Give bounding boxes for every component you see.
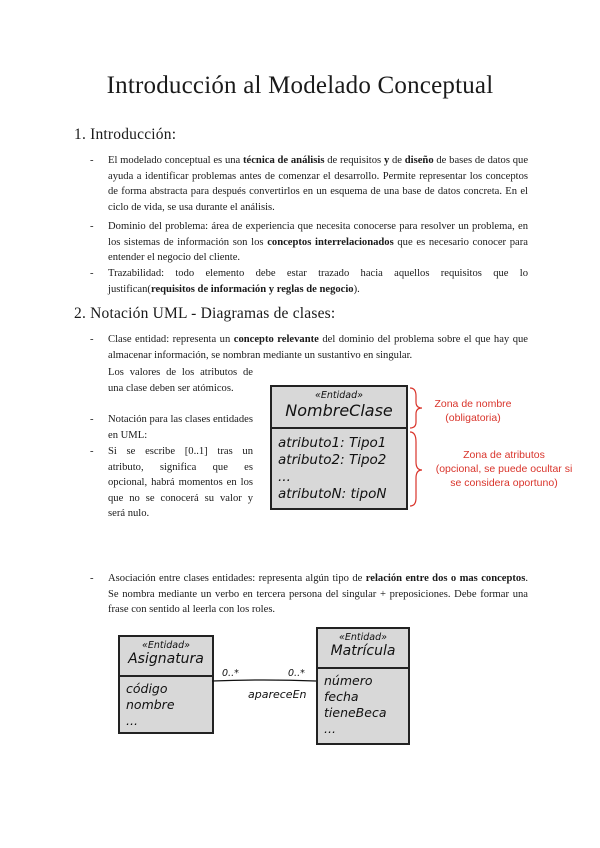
section-2-bullet-3: - Si se escribe [0..1] tras un atributo, significa que es opcional, habrá momentos en los que no se conocerá su valor y será nulo. — [108, 444, 253, 522]
association-name: apareceEn — [248, 688, 307, 701]
uml-class-name: NombreClase — [285, 401, 393, 420]
section-2-bullet-1: - Clase entidad: representa un concepto relevante del dominio del problema sobre el que hay que almacenar información, se nombran mediante un sustantivo en singular. — [108, 332, 528, 363]
uml-attribute: nombre — [126, 697, 175, 712]
uml-attribute: tieneBeca — [324, 705, 387, 720]
uml-stereotype: «Entidad» — [339, 632, 387, 643]
uml-attribute: ... — [324, 721, 336, 736]
section-2-bullet-4: - Asociación entre clases entidades: representa algún tipo de relación entre dos o mas conceptos. Se nombra mediante un verbo en tercera persona del singular + preposiciones. Debe formar una frase con sentido al leerla con los roles. — [108, 571, 528, 618]
zone-attributes-annotation: Zona de atributos (opcional, se puede ocultar si se considera oportuno) — [435, 449, 573, 489]
section-1-bullet-3: - Trazabilidad: todo elemento debe estar trazado hacia aquellos requisitos que lo justifican(requisitos de información y reglas de negocio). — [108, 266, 528, 297]
uml-class-asignatura — [118, 635, 214, 734]
uml-attribute: atributo2: Tipo2 — [278, 452, 387, 468]
section-1-bullet-1: - El modelado conceptual es una técnica de análisis de requisitos y de diseño de bases de datos que ayuda a identificar problemas antes de comenzar el desarrollo. Permite representar los conceptos de forma abstracta para después convertirlos en un esquema de una base de datos concreta. En el ciclo de vida, se usa durante el análisis. — [108, 153, 528, 215]
uml-attribute: fecha — [324, 689, 359, 704]
uml-attribute: atributo1: Tipo1 — [278, 435, 387, 451]
uml-stereotype: «Entidad» — [142, 640, 190, 651]
uml-class-name: Asignatura — [128, 651, 204, 667]
uml-class-name: Matrícula — [330, 643, 396, 659]
multiplicity-left: 0..* — [222, 668, 239, 679]
uml-attribute: número — [324, 673, 373, 688]
section-1-heading: 1. Introducción: — [74, 126, 177, 143]
uml-attribute: ... — [278, 469, 291, 485]
section-2-bullet-2: - Notación para las clases entidades en UML: — [108, 412, 253, 443]
zone-name-annotation: Zona de nombre (obligatoria) — [434, 398, 512, 424]
page-title: Introducción al Modelado Conceptual — [106, 72, 494, 99]
uml-attribute: código — [126, 681, 168, 696]
uml-stereotype: «Entidad» — [315, 390, 363, 401]
uml-class-matricula — [316, 627, 410, 745]
section-2-heading: 2. Notación UML - Diagramas de clases: — [74, 305, 336, 322]
uml-attribute: atributoN: tipoN — [278, 486, 387, 502]
multiplicity-right: 0..* — [288, 668, 305, 679]
section-1-bullet-2: - Dominio del problema: área de experiencia que necesita conocerse para resolver un problema, en los sistemas de información son los conceptos interrelacionados que es necesario conocer para entender el negocio del cliente. — [108, 219, 528, 266]
section-2-bullet-1-continuation: Los valores de los atributos de una clase deben ser atómicos. — [108, 367, 253, 394]
uml-attribute: ... — [126, 713, 138, 728]
uml-entity-class-diagram — [270, 385, 408, 510]
